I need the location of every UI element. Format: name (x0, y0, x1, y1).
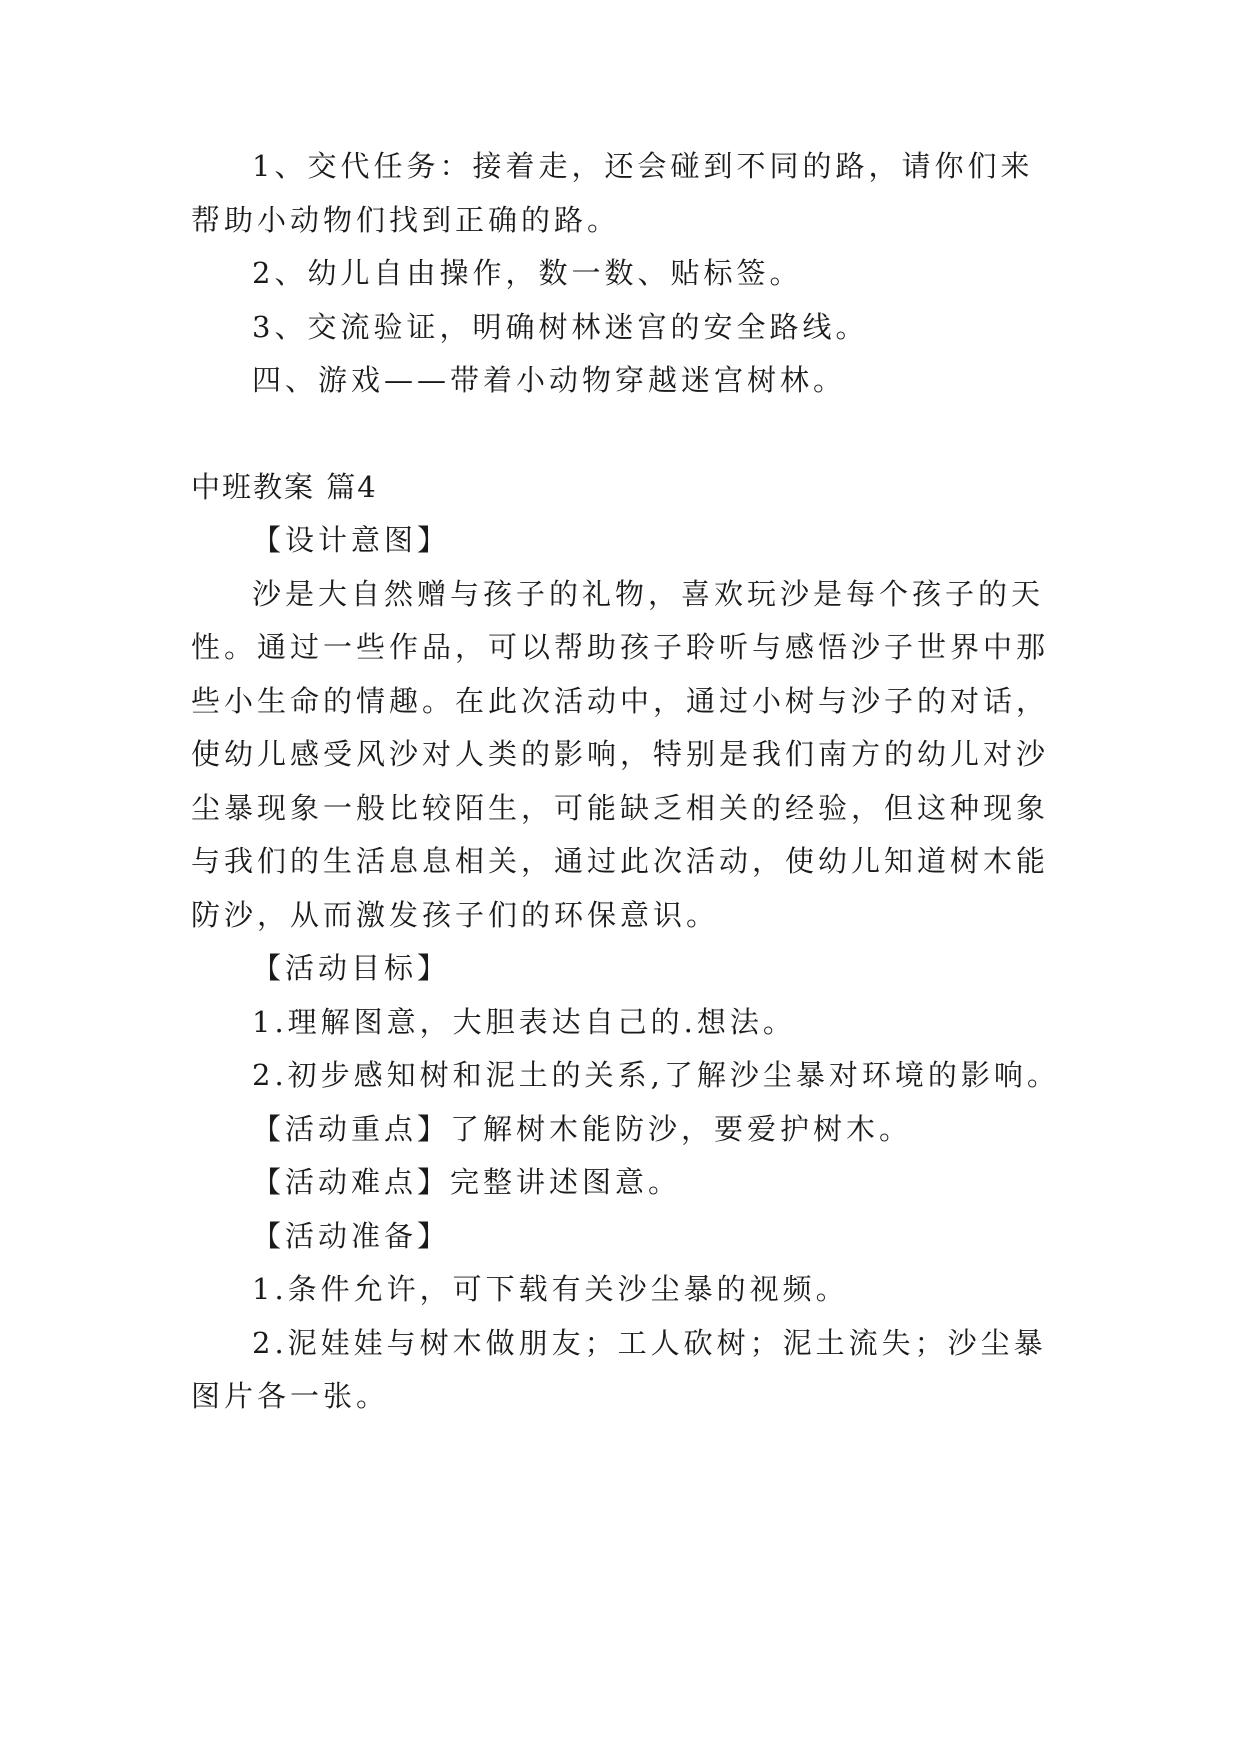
design-intent-line-2: 性。通过一些作品，可以帮助孩子聆听与感悟沙子世界中那 (191, 630, 1050, 664)
task-step-1-line-1: 1、交代任务：接着走，还会碰到不同的路，请你们来 (252, 149, 1034, 183)
design-intent-line-6: 与我们的生活息息相关，通过此次活动，使幼儿知道树木能 (191, 844, 1050, 878)
design-intent-line-7: 防沙，从而激发孩子们的环保意识。 (191, 898, 720, 932)
goal-2: 2.初步感知树和泥土的关系,了解沙尘暴对环境的影响。 (252, 1058, 1060, 1092)
task-step-3: 3、交流验证，明确树林迷宫的安全路线。 (252, 310, 869, 344)
lesson-plan-title: 中班教案 篇4 (191, 470, 378, 504)
key-point: 【活动重点】了解树木能防沙，要爱护树木。 (252, 1112, 913, 1146)
goals-heading: 【活动目标】 (252, 951, 451, 985)
design-intent-line-3: 些小生命的情趣。在此次活动中，通过小树与沙子的对话， (191, 684, 1050, 718)
goal-1: 1.理解图意，大胆表达自己的.想法。 (252, 1005, 796, 1039)
preparation-item-1: 1.条件允许，可下载有关沙尘暴的视频。 (252, 1272, 849, 1306)
design-intent-line-4: 使幼儿感受风沙对人类的影响，特别是我们南方的幼儿对沙 (191, 737, 1050, 771)
game-step-4: 四、游戏——带着小动物穿越迷宫树林。 (252, 363, 847, 397)
design-intent-heading: 【设计意图】 (252, 523, 451, 557)
difficulty-point: 【活动难点】完整讲述图意。 (252, 1165, 682, 1199)
design-intent-line-1: 沙是大自然赠与孩子的礼物，喜欢玩沙是每个孩子的天 (252, 577, 1045, 611)
design-intent-line-5: 尘暴现象一般比较陌生，可能缺乏相关的经验，但这种现象 (191, 791, 1050, 825)
task-step-2: 2、幼儿自由操作，数一数、贴标签。 (252, 256, 803, 290)
task-step-1-line-2: 帮助小动物们找到正确的路。 (191, 203, 621, 237)
preparation-item-2-line-1: 2.泥娃娃与树木做朋友；工人砍树；泥土流失；沙尘暴 (252, 1326, 1047, 1360)
preparation-heading: 【活动准备】 (252, 1219, 451, 1253)
preparation-item-2-line-2: 图片各一张。 (191, 1379, 390, 1413)
